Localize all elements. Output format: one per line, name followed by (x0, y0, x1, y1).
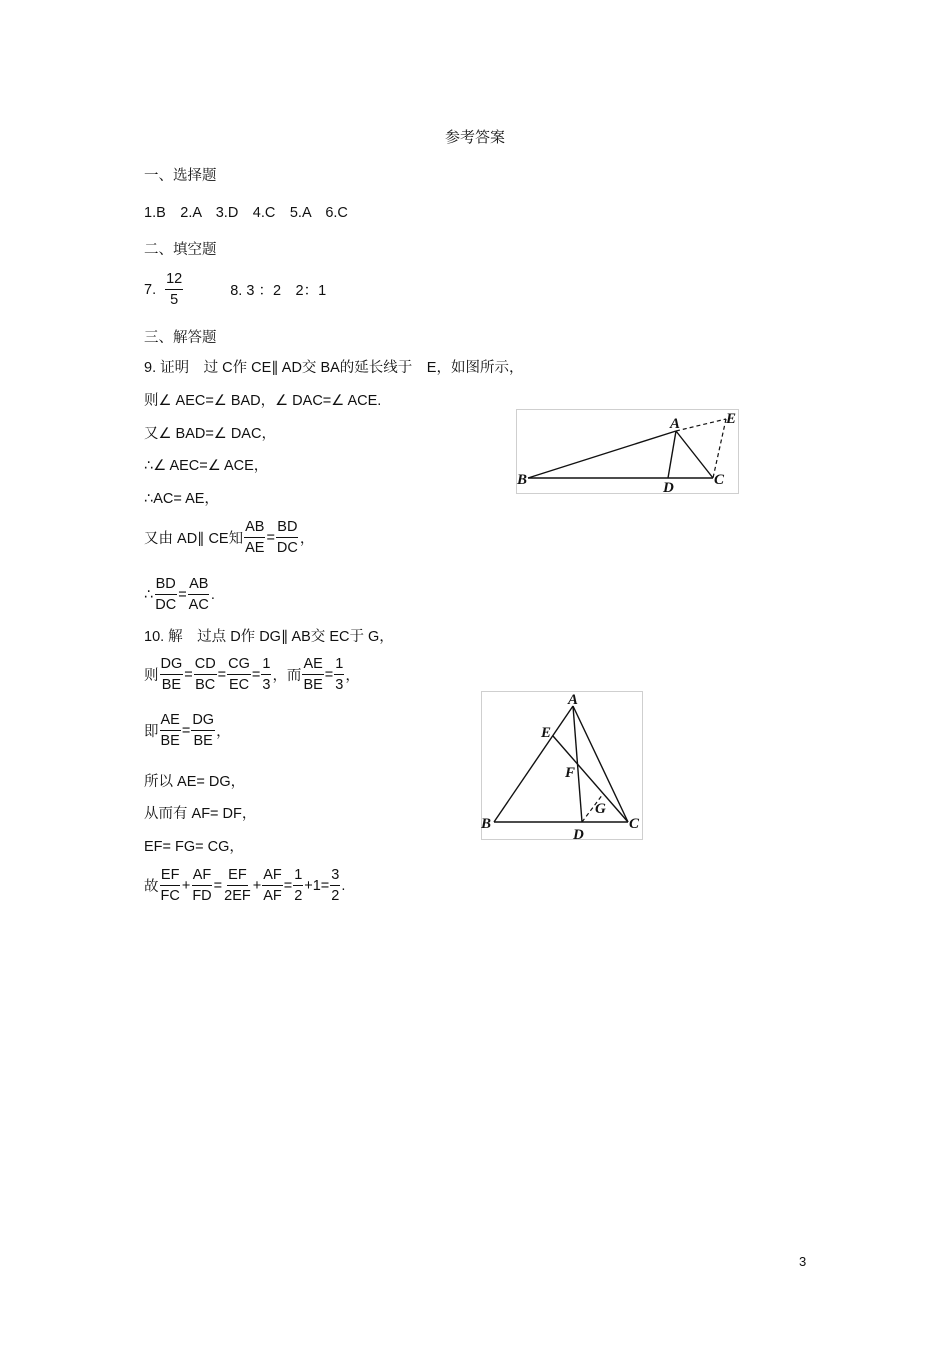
label-b: B (481, 816, 492, 832)
figure-triangle-abc-points (481, 691, 644, 841)
fraction: $\frac{1}{2}$ (294, 867, 303, 904)
q10-line4: 所以 AE= DG， (144, 774, 246, 790)
q10-line2: 则 $\frac{DG}{BE}$ = $\frac{CD}{BC}$ = $\frac{CG}{EC}$ = $\frac{1}{3}$ ，而 $\frac{AE}{BE}$ = $\frac{1}{3}$ ， (144, 656, 360, 693)
fraction: $\frac{BD}{DC}$ (276, 519, 298, 556)
segment-ba (528, 431, 676, 478)
label-f: F (565, 765, 576, 781)
label-e: E (726, 411, 737, 427)
section-heading-choice: 一、选择题 (144, 168, 217, 184)
fraction: $\frac{DG}{BE}$ (160, 656, 183, 693)
fraction: $\frac{CG}{EC}$ (228, 656, 250, 693)
fraction: $\frac{CD}{BC}$ (194, 656, 216, 693)
page-title: 参考答案 (444, 129, 505, 146)
segment-ad (668, 431, 676, 478)
segment-ce-dashed (713, 419, 726, 478)
label-c: C (629, 816, 640, 832)
fraction: $\frac{EF}{FC}$ (160, 867, 180, 904)
fill-answers (144, 272, 326, 307)
q9-line5: ∴AC= AE， (144, 491, 219, 507)
page-number: 3 (799, 1254, 807, 1269)
q10-line1: 10. 解 过点 D作 DG∥ AB交 EC于 G， (144, 629, 394, 645)
fraction: $\frac{AB}{AC}$ (188, 576, 209, 613)
q9-line1: 9. 证明 过 C作 CE∥ AD交 BA的延长线于 E，如图所示， (144, 360, 524, 376)
label-c: C (714, 472, 725, 488)
segment-ba (494, 706, 576, 822)
q10-line7: 故 $\frac{EF}{FC}$ + $\frac{AF}{FD}$ = $\frac{EF}{2EF}$ + $\frac{AF}{AF}$ = $\frac{1}{2}$ +1= $\frac{3}{2}$ . (144, 867, 346, 904)
q8-answer: 8. 3 ：2 2：1 (230, 283, 327, 299)
fraction: $\frac{AF}{FD}$ (192, 867, 212, 904)
figure-frame (482, 692, 643, 840)
figure-frame (517, 410, 739, 494)
choice-answers: 1.B 2.A 3.D 4.C 5.A 6.C (144, 205, 348, 221)
fraction: $\frac{DG}{BE}$ (192, 712, 215, 749)
fraction: $\frac{BD}{DC}$ (155, 576, 177, 613)
segment-ae-dashed (676, 419, 726, 431)
label-d: D (573, 827, 584, 841)
section-heading-fill: 二、填空题 (144, 242, 217, 258)
fraction: $\frac{1}{3}$ (262, 656, 271, 693)
label-b: B (517, 472, 528, 488)
segment-ac (676, 431, 713, 478)
fraction: $\frac{1}{3}$ (335, 656, 344, 693)
fraction: $\frac{AF}{AF}$ (263, 867, 282, 904)
q9-line6: 又由 AD∥ CE知 $\frac{AB}{AE}$ = $\frac{BD}{DC}$ ， (144, 519, 315, 556)
section-heading-solve: 三、解答题 (144, 330, 217, 346)
figure-triangle-abc-extension (516, 409, 740, 495)
fraction: $\frac{AE}{BE}$ (160, 712, 180, 749)
q7-label: 7. (144, 281, 157, 298)
label-d: D (663, 480, 674, 495)
label-g: G (595, 801, 606, 817)
q10-line5: 从而有 AF= DF， (144, 806, 257, 822)
label-a: A (568, 692, 579, 708)
label-a: A (670, 416, 681, 432)
label-e: E (541, 725, 552, 741)
q9-line3: 又∠ BAD=∠ DAC， (144, 426, 276, 442)
q9-line7: ∴ $\frac{BD}{DC}$ = $\frac{AB}{AC}$ . (144, 576, 215, 613)
q7-fraction: $\frac{12}{5}$ (166, 271, 183, 308)
q10-line6: EF= FG= CG， (144, 839, 244, 855)
fraction: $\frac{AB}{AE}$ (245, 519, 265, 556)
q10-line3: 即 $\frac{AE}{BE}$ = $\frac{DG}{BE}$ ， (144, 712, 231, 749)
fraction: $\frac{AE}{BE}$ (303, 656, 323, 693)
fraction: $\frac{EF}{2EF}$ (224, 867, 251, 904)
q9-line2: 则∠ AEC=∠ BAD，∠ DAC=∠ ACE. (144, 393, 382, 409)
q9-line4: ∴∠ AEC=∠ ACE， (144, 458, 269, 474)
fraction: $\frac{3}{2}$ (331, 867, 340, 904)
